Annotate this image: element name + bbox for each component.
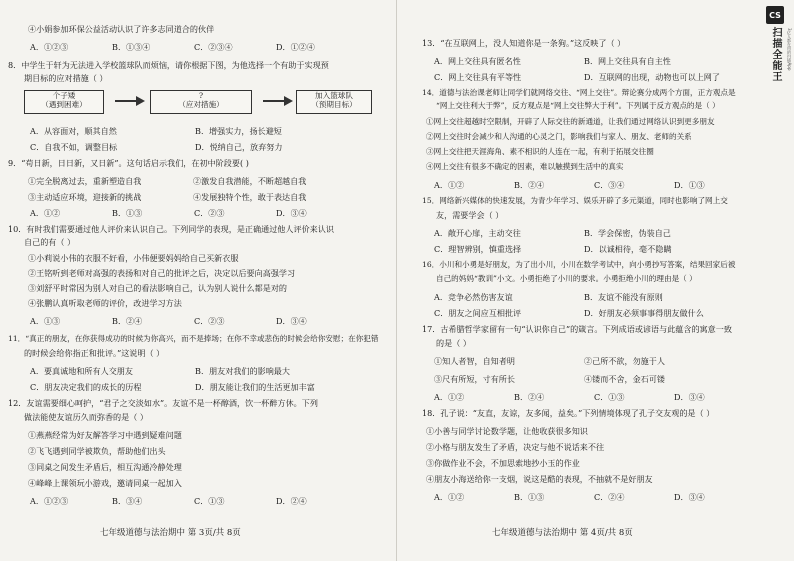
option: D．以诚相待，毫不隐瞒 <box>584 244 672 254</box>
option: D．③④ <box>674 492 705 502</box>
q10-item-3: ③刘舒平时常因为别人对自己的看法影响自己，认为别人说什么都是对的 <box>28 283 288 293</box>
option: B．友谊不能没有原则 <box>584 292 663 302</box>
q8-flow-diagram <box>24 90 384 114</box>
q10-item-4: ④张鹏认真听取老师的评价，改进学习方法 <box>28 298 182 308</box>
option: A．①②③ <box>30 496 69 506</box>
q12-item-2: ②飞飞遇到同学被欺负，帮助他们出头 <box>28 446 166 456</box>
option: A．竞争必然伤害友谊 <box>434 292 513 302</box>
option: B．①③ <box>112 208 143 218</box>
option: C．②④ <box>594 492 625 502</box>
q10-item-2: ②王铭听到老师对高强的表扬和对自己的批评之后，决定以后要向高强学习 <box>28 268 296 278</box>
option: C．朋友之间应互相批评 <box>434 308 522 318</box>
item: ②己所不欲，勿施于人 <box>584 356 665 366</box>
item: ①完全脱离过去，重新塑造自我 <box>28 176 142 186</box>
option: D．互联网的出现，动物也可以上网了 <box>584 72 720 82</box>
option: C．②③ <box>194 208 225 218</box>
flow-arrow <box>136 96 145 106</box>
option: A．①② <box>30 208 61 218</box>
option: A．从容面对，顺其自然 <box>30 126 117 136</box>
q14-item-4: ④网上交往有很多不确定的因素，难以触摸到生活中的真实 <box>426 162 624 171</box>
option: B．网上交往具有自主性 <box>584 56 671 66</box>
option: B．②④ <box>112 316 143 326</box>
q14-stem-2: “网上交往利大于弊”，反方观点是“网上交往弊大于利”。下列属于反方观点的是（ ） <box>436 101 720 110</box>
q16-stem-2: 自己的妈妈“教训”小文。小勇拒绝了小川的要求。小勇拒绝小川的理由是（ ） <box>436 274 697 283</box>
q12-stem-2: 做法能使友谊历久而弥香的是（ ） <box>24 412 148 422</box>
q15-stem-2: 友，需要学会（ ） <box>436 210 504 220</box>
q10-stem-2: 自己的有（ ） <box>24 237 76 247</box>
option: D．③④ <box>276 316 307 326</box>
scanner-watermark <box>766 6 790 86</box>
option: B．学会保密，伪装自己 <box>584 228 671 238</box>
option: C．③④ <box>594 180 625 190</box>
q11-stem-2: 的时候会给你指正和批评。”这说明（ ） <box>24 348 165 358</box>
option: B．①③ <box>514 492 545 502</box>
option: A．①② <box>434 180 465 190</box>
q12-item-4: ④峰峰上课领玩小游戏，邀请同桌一起加入 <box>28 478 182 488</box>
q12-stem: 12．友谊需要细心呵护，“君子之交淡如水”。友谊不是一杯醇酒，饮一杯醉方休。下列 <box>8 398 318 408</box>
option: D．②④ <box>276 496 307 506</box>
page-4 <box>400 0 760 561</box>
q9-stem: 9．“苟日新，日日新，又日新”。这句话启示我们，在初中阶段要( ) <box>8 158 249 168</box>
q7-item-4: ④小娟参加环保公益活动认识了许多志同道合的伙伴 <box>28 24 215 34</box>
option: D．③④ <box>276 208 307 218</box>
q18-item-3: ③你做作业不会，不加思索地抄小玉的作业 <box>426 458 580 468</box>
option: B．增强实力，扬长避短 <box>195 126 282 136</box>
option: B．①③④ <box>112 42 151 52</box>
cs-logo-icon: CS <box>766 6 784 24</box>
q13-stem: 13．“在互联网上，没人知道你是一条狗。”这反映了（ ） <box>422 38 626 48</box>
q12-item-3: ③同桌之间发生矛盾后，相互沟通冷静处理 <box>28 462 182 472</box>
brand-sub: 3亿人都在用的扫描App <box>787 28 792 71</box>
q10-stem: 10．有时我们需要通过他人评价来认识自己。下列同学的表现，是正确通过他人评价来认识 <box>8 224 334 234</box>
item: ④镂而不舍，金石可镂 <box>584 374 665 384</box>
q8-stem-2: 期目标的应对措施（ ） <box>24 73 108 83</box>
item: ③尺有所短，寸有所长 <box>434 374 515 384</box>
option: C．②③④ <box>194 42 233 52</box>
flow-box-goal: 加入篮球队 （预期目标） <box>296 90 372 114</box>
option: D．朋友能让我们的生活更加丰富 <box>195 382 315 392</box>
item: ②激发自我潜能，不断超越自我 <box>193 176 307 186</box>
q18-stem: 18．孔子说：“友直，友谅，友多闻，益矣。”下列情境体现了孔子交友观的是（ ） <box>422 408 715 418</box>
option: C．朋友决定我们的成长的历程 <box>30 382 142 392</box>
q14-item-1: ①网上交往超越时空限制，开辟了人际交往的新通道，让我们通过网络认识到更多朋友 <box>426 117 715 126</box>
option: B．③④ <box>112 496 143 506</box>
option: A．要真诚地和所有人交朋友 <box>30 366 133 376</box>
q18-item-2: ②小格与朋友发生了矛盾，决定与他不说话来不往 <box>426 442 605 452</box>
flow-arrow <box>284 96 293 106</box>
brand-name: 扫描全能王 <box>770 27 781 82</box>
q14-item-3: ③网上交往把天涯海角、素不相识的人连在一起，有利于拓展交往圈 <box>426 147 654 156</box>
q15-stem: 15．网络新兴媒体的快速发展，为青少年学习、娱乐开辟了多元渠道，同时也影响了网上交 <box>422 196 728 205</box>
q12-item-1: ①燕燕经常为好友解答学习中遇到疑难问题 <box>28 430 182 440</box>
q18-item-4: ④朋友小海送给你一支烟，说这是酷的表现，不抽就不是好朋友 <box>426 474 653 484</box>
option: C．①③ <box>594 392 625 402</box>
option: A．①② <box>434 492 465 502</box>
q17-stem-2: 的是（ ） <box>436 338 471 348</box>
option: D．③④ <box>674 392 705 402</box>
option: C．理智辨别，慎重选择 <box>434 244 522 254</box>
option: A．敞开心扉，主动交往 <box>434 228 521 238</box>
option: B．②④ <box>514 392 545 402</box>
option: D．①②④ <box>276 42 315 52</box>
option: A．①③ <box>30 316 61 326</box>
q10-item-1: ①小莉说小伟的衣服不好看，小伟便要妈妈给自己买新衣服 <box>28 253 239 263</box>
option: A．①②③ <box>30 42 69 52</box>
page-divider <box>396 0 397 561</box>
flow-box-measure: ? （应对措施） <box>150 90 252 114</box>
q11-stem: 11．“真正的朋友，在你获得成功的时候为你高兴，而不是捧场；在你不幸或悲伤的时候会给你安慰；在你犯错 <box>8 334 379 343</box>
q17-stem: 17．古希腊哲学家留有一句“认识你自己”的箴言。下列成语或谚语与此蕴含的寓意一致 <box>422 324 732 334</box>
item: ④发展独特个性，敢于表达自我 <box>193 192 307 202</box>
option: A．①② <box>434 392 465 402</box>
option: D．好朋友必须事事得朋友做什么 <box>584 308 704 318</box>
option: C．网上交往具有平等性 <box>434 72 522 82</box>
option: B．②④ <box>514 180 545 190</box>
option: A．网上交往具有匿名性 <box>434 56 521 66</box>
page-footer-right: 七年级道德与法治期中 第 4页/共 8页 <box>492 527 633 538</box>
option: C．自我不如，调整目标 <box>30 142 118 152</box>
item: ③主动适应环境，迎接新的挑战 <box>28 192 142 202</box>
page-footer-left: 七年级道德与法治期中 第 3页/共 8页 <box>100 527 241 538</box>
q18-item-1: ①小善与同学讨论数学题，让他收获很多知识 <box>426 426 588 436</box>
option: B．朋友对我们的影响最大 <box>195 366 290 376</box>
option: D．①③ <box>674 180 705 190</box>
option: C．①③ <box>194 496 225 506</box>
option: C．②③ <box>194 316 225 326</box>
q16-stem: 16．小川和小勇是好朋友，为了出小川，小川在数学考试中，向小勇抄写答案，结果回家后被 <box>422 260 736 269</box>
q14-item-2: ②网上交往时会减少和人沟通的心灵之门，影响我们与家人、朋友、老师的关系 <box>426 132 692 141</box>
option: D．悦纳自己，放弃努力 <box>195 142 283 152</box>
q8-stem: 8．中学生于轩为无法进入学校篮球队而烦恼，请你根据下图，为他选择一个有助于实现预 <box>8 60 329 70</box>
flow-box-difficulty: 个子矮 （遇到困难） <box>24 90 104 114</box>
q14-stem: 14．道德与法治课老师让同学们就网络交往、“网上交往”。辩论赛分成两个方面，正方观点是 <box>422 88 736 97</box>
item: ①知人者智，自知者明 <box>434 356 515 366</box>
